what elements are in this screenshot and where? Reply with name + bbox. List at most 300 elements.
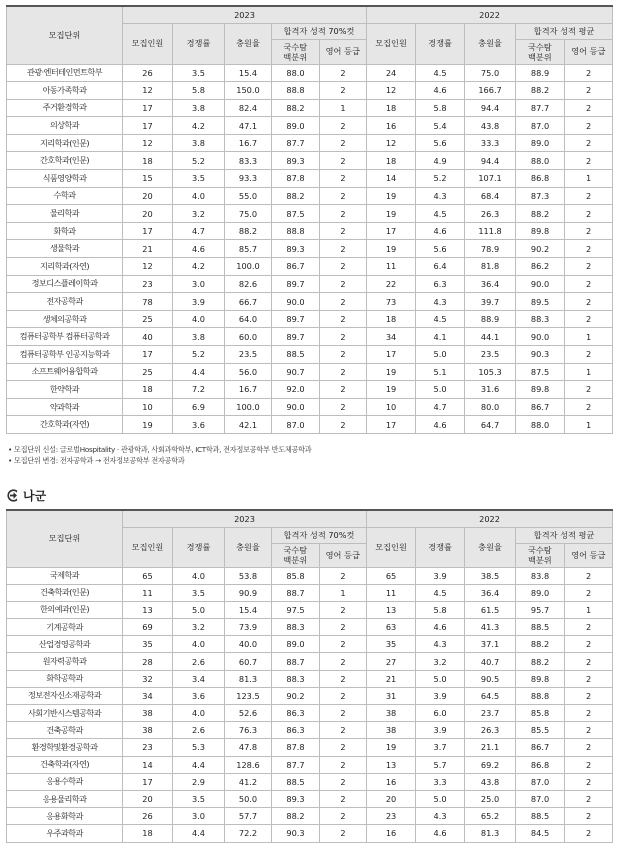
percentile-avg-2022: 90.0 — [516, 328, 565, 346]
header-ratio-2022: 경쟁률 — [416, 23, 465, 64]
english-cut70-2023: 2 — [320, 205, 367, 223]
table-row — [7, 773, 613, 790]
quota-2023: 21 — [123, 240, 173, 258]
header-ratio: 경쟁률 — [173, 23, 225, 64]
header-quota-2022: 모집인원 — [367, 23, 416, 64]
quota-2022: 17 — [367, 222, 416, 240]
header-percentile-2022: 국수탐 백분위 — [516, 544, 565, 567]
fill-rate-2023: 66.7 — [225, 293, 272, 311]
ratio-2023: 5.2 — [173, 152, 225, 170]
ratio-2022: 5.6 — [416, 240, 465, 258]
english-avg-2022: 1 — [565, 416, 613, 434]
admission-table-na — [6, 509, 613, 843]
ratio-2022: 4.5 — [416, 64, 465, 82]
english-avg-2022: 2 — [565, 653, 613, 670]
percentile-cut70-2023: 90.2 — [272, 687, 320, 704]
ratio-2022: 4.9 — [416, 152, 465, 170]
table-row — [7, 170, 613, 188]
quota-2023: 17 — [123, 346, 173, 364]
unit-name: 아동가족학과 — [7, 82, 123, 100]
table-row — [7, 82, 613, 100]
fill-rate-2022: 81.3 — [465, 825, 516, 842]
header-fill-rate: 충원율 — [225, 23, 272, 64]
english-cut70-2023: 2 — [320, 240, 367, 258]
fill-rate-2022: 111.8 — [465, 222, 516, 240]
quota-2023: 20 — [123, 187, 173, 205]
quota-2023: 25 — [123, 310, 173, 328]
quota-2023: 18 — [123, 825, 173, 842]
table-row — [7, 687, 613, 704]
quota-2022: 19 — [367, 240, 416, 258]
percentile-cut70-2023: 88.8 — [272, 222, 320, 240]
quota-2023: 26 — [123, 808, 173, 825]
ratio-2023: 3.5 — [173, 584, 225, 601]
percentile-avg-2022: 88.3 — [516, 310, 565, 328]
english-avg-2022: 1 — [565, 363, 613, 381]
table2-body — [7, 567, 613, 842]
english-cut70-2023: 2 — [320, 381, 367, 399]
quota-2023: 23 — [123, 739, 173, 756]
ratio-2022: 4.3 — [416, 187, 465, 205]
table1-body — [7, 64, 613, 433]
english-avg-2022: 1 — [565, 328, 613, 346]
fill-rate-2022: 166.7 — [465, 82, 516, 100]
header-year-2023: 2023 — [123, 510, 367, 527]
table-row — [7, 636, 613, 653]
quota-2023: 12 — [123, 82, 173, 100]
quota-2023: 13 — [123, 601, 173, 618]
ratio-2023: 2.6 — [173, 722, 225, 739]
fill-rate-2022: 107.1 — [465, 170, 516, 188]
fill-rate-2022: 64.7 — [465, 416, 516, 434]
english-avg-2022: 2 — [565, 310, 613, 328]
percentile-avg-2022: 87.7 — [516, 99, 565, 117]
quota-2022: 17 — [367, 346, 416, 364]
fill-rate-2023: 23.5 — [225, 346, 272, 364]
unit-name: 생물학과 — [7, 240, 123, 258]
percentile-avg-2022: 89.0 — [516, 134, 565, 152]
english-avg-2022: 2 — [565, 584, 613, 601]
table-row — [7, 756, 613, 773]
fill-rate-2022: 26.3 — [465, 205, 516, 223]
header-avg: 합격자 성적 평균 — [516, 528, 612, 544]
percentile-cut70-2023: 88.5 — [272, 346, 320, 364]
quota-2022: 31 — [367, 687, 416, 704]
ratio-2023: 3.5 — [173, 64, 225, 82]
percentile-cut70-2023: 97.5 — [272, 601, 320, 618]
quota-2023: 20 — [123, 205, 173, 223]
unit-name: 약과학과 — [7, 398, 123, 416]
notes — [8, 444, 311, 466]
ratio-2022: 4.6 — [416, 825, 465, 842]
english-cut70-2023: 2 — [320, 293, 367, 311]
ratio-2022: 5.0 — [416, 381, 465, 399]
unit-name: 한의예과(인문) — [7, 601, 123, 618]
quota-2022: 19 — [367, 363, 416, 381]
quota-2022: 23 — [367, 808, 416, 825]
percentile-cut70-2023: 89.3 — [272, 152, 320, 170]
percentile-avg-2022: 90.3 — [516, 346, 565, 364]
percentile-avg-2022: 86.7 — [516, 398, 565, 416]
percentile-cut70-2023: 87.0 — [272, 416, 320, 434]
header-year-2023: 2023 — [123, 6, 367, 23]
english-cut70-2023: 2 — [320, 398, 367, 416]
percentile-avg-2022: 85.5 — [516, 722, 565, 739]
english-avg-2022: 2 — [565, 773, 613, 790]
english-cut70-2023: 2 — [320, 636, 367, 653]
quota-2023: 65 — [123, 567, 173, 584]
table-row — [7, 222, 613, 240]
quota-2022: 14 — [367, 170, 416, 188]
table-row — [7, 653, 613, 670]
ratio-2023: 4.7 — [173, 222, 225, 240]
percentile-cut70-2023: 87.7 — [272, 756, 320, 773]
ratio-2023: 4.6 — [173, 240, 225, 258]
table-row — [7, 722, 613, 739]
ratio-2023: 4.0 — [173, 310, 225, 328]
quota-2022: 11 — [367, 584, 416, 601]
unit-name: 건축공학과 — [7, 722, 123, 739]
fill-rate-2022: 43.8 — [465, 117, 516, 135]
unit-name: 화학공학과 — [7, 670, 123, 687]
fill-rate-2023: 42.1 — [225, 416, 272, 434]
ratio-2022: 3.3 — [416, 773, 465, 790]
percentile-cut70-2023: 86.3 — [272, 705, 320, 722]
percentile-cut70-2023: 90.3 — [272, 825, 320, 842]
english-avg-2022: 2 — [565, 381, 613, 399]
percentile-avg-2022: 89.5 — [516, 293, 565, 311]
ratio-2022: 4.6 — [416, 222, 465, 240]
fill-rate-2023: 76.3 — [225, 722, 272, 739]
percentile-cut70-2023: 88.2 — [272, 99, 320, 117]
ratio-2023: 2.9 — [173, 773, 225, 790]
ratio-2023: 4.2 — [173, 117, 225, 135]
unit-name: 화학과 — [7, 222, 123, 240]
english-cut70-2023: 2 — [320, 117, 367, 135]
ratio-2022: 5.0 — [416, 790, 465, 807]
fill-rate-2022: 90.5 — [465, 670, 516, 687]
header-avg-group — [516, 527, 613, 567]
fill-rate-2022: 40.7 — [465, 653, 516, 670]
quota-2022: 19 — [367, 381, 416, 399]
header-percentile: 국수탐 백분위 — [272, 40, 320, 64]
table-row — [7, 205, 613, 223]
table-row — [7, 619, 613, 636]
ratio-2023: 5.2 — [173, 346, 225, 364]
unit-name: 기계공학과 — [7, 619, 123, 636]
table-row — [7, 790, 613, 807]
ratio-2022: 6.0 — [416, 705, 465, 722]
header-english-grade-2022: 영어 등급 — [571, 46, 606, 56]
ratio-2023: 3.8 — [173, 99, 225, 117]
fill-rate-2023: 15.4 — [225, 64, 272, 82]
quota-2022: 35 — [367, 636, 416, 653]
quota-2023: 23 — [123, 275, 173, 293]
unit-name: 정보디스플레이학과 — [7, 275, 123, 293]
percentile-avg-2022: 86.8 — [516, 756, 565, 773]
ratio-2022: 6.3 — [416, 275, 465, 293]
unit-name: 물리학과 — [7, 205, 123, 223]
ratio-2023: 3.8 — [173, 328, 225, 346]
fill-rate-2022: 36.4 — [465, 275, 516, 293]
fill-rate-2023: 72.2 — [225, 825, 272, 842]
unit-name: 식품영양학과 — [7, 170, 123, 188]
english-avg-2022: 2 — [565, 134, 613, 152]
quota-2023: 11 — [123, 584, 173, 601]
table-row — [7, 739, 613, 756]
fill-rate-2023: 93.3 — [225, 170, 272, 188]
quota-2022: 38 — [367, 705, 416, 722]
percentile-avg-2022: 87.0 — [516, 117, 565, 135]
percentile-cut70-2023: 87.8 — [272, 170, 320, 188]
ratio-2023: 3.5 — [173, 170, 225, 188]
quota-2023: 14 — [123, 756, 173, 773]
table-row — [7, 601, 613, 618]
unit-name: 소프트웨어융합학과 — [7, 363, 123, 381]
english-cut70-2023: 2 — [320, 170, 367, 188]
ratio-2023: 4.2 — [173, 258, 225, 276]
ratio-2022: 5.1 — [416, 363, 465, 381]
ratio-2022: 4.5 — [416, 584, 465, 601]
fill-rate-2023: 55.0 — [225, 187, 272, 205]
fill-rate-2022: 94.4 — [465, 152, 516, 170]
percentile-avg-2022: 88.9 — [516, 64, 565, 82]
percentile-cut70-2023: 86.3 — [272, 722, 320, 739]
quota-2023: 78 — [123, 293, 173, 311]
english-cut70-2023: 2 — [320, 222, 367, 240]
quota-2023: 38 — [123, 722, 173, 739]
quota-2022: 34 — [367, 328, 416, 346]
english-avg-2022: 2 — [565, 636, 613, 653]
english-cut70-2023: 2 — [320, 134, 367, 152]
english-avg-2022: 2 — [565, 275, 613, 293]
table-row — [7, 275, 613, 293]
table-row — [7, 825, 613, 842]
english-avg-2022: 2 — [565, 790, 613, 807]
header-english-grade: 영어 등급 — [325, 46, 360, 56]
percentile-cut70-2023: 87.7 — [272, 134, 320, 152]
unit-name: 건축학과(자연) — [7, 756, 123, 773]
table-row — [7, 64, 613, 82]
header-unit: 모집단위 — [7, 510, 123, 567]
english-avg-2022: 2 — [565, 567, 613, 584]
fill-rate-2023: 100.0 — [225, 258, 272, 276]
percentile-cut70-2023: 88.2 — [272, 808, 320, 825]
table-row — [7, 240, 613, 258]
table-row — [7, 416, 613, 434]
english-avg-2022: 2 — [565, 64, 613, 82]
fill-rate-2022: 26.3 — [465, 722, 516, 739]
table-row — [7, 381, 613, 399]
table-row — [7, 258, 613, 276]
english-avg-2022: 2 — [565, 117, 613, 135]
quota-2022: 73 — [367, 293, 416, 311]
table-row — [7, 134, 613, 152]
quota-2023: 17 — [123, 222, 173, 240]
english-cut70-2023: 2 — [320, 808, 367, 825]
quota-2022: 11 — [367, 258, 416, 276]
header-percentile-2022: 국수탐 백분위 — [516, 40, 565, 64]
quota-2023: 18 — [123, 152, 173, 170]
ratio-2023: 4.4 — [173, 756, 225, 773]
table-row — [7, 670, 613, 687]
percentile-cut70-2023: 88.8 — [272, 82, 320, 100]
english-avg-2022: 2 — [565, 398, 613, 416]
percentile-cut70-2023: 87.5 — [272, 205, 320, 223]
ratio-2023: 6.9 — [173, 398, 225, 416]
table-row — [7, 808, 613, 825]
english-cut70-2023: 2 — [320, 187, 367, 205]
header-english-grade-2022: 영어 등급 — [571, 549, 606, 560]
fill-rate-2022: 23.7 — [465, 705, 516, 722]
header-avg: 합격자 성적 평균 — [516, 24, 612, 40]
quota-2023: 15 — [123, 170, 173, 188]
percentile-cut70-2023: 88.7 — [272, 584, 320, 601]
percentile-avg-2022: 88.8 — [516, 687, 565, 704]
quota-2022: 16 — [367, 825, 416, 842]
quota-2022: 24 — [367, 64, 416, 82]
english-avg-2022: 2 — [565, 687, 613, 704]
ratio-2022: 5.0 — [416, 670, 465, 687]
english-avg-2022: 2 — [565, 240, 613, 258]
ratio-2022: 5.8 — [416, 601, 465, 618]
ratio-2023: 4.4 — [173, 825, 225, 842]
header-fill-rate-2022: 충원율 — [465, 527, 516, 567]
english-avg-2022: 2 — [565, 258, 613, 276]
fill-rate-2023: 88.2 — [225, 222, 272, 240]
fill-rate-2023: 15.4 — [225, 601, 272, 618]
english-cut70-2023: 2 — [320, 739, 367, 756]
english-avg-2022: 2 — [565, 346, 613, 364]
english-cut70-2023: 1 — [320, 99, 367, 117]
ratio-2022: 3.9 — [416, 687, 465, 704]
ratio-2022: 4.3 — [416, 293, 465, 311]
header-year-2022: 2022 — [367, 510, 613, 527]
ratio-2023: 3.0 — [173, 808, 225, 825]
quota-2023: 38 — [123, 705, 173, 722]
unit-name: 컴퓨터공학부 컴퓨터공학과 — [7, 328, 123, 346]
quota-2022: 16 — [367, 773, 416, 790]
fill-rate-2023: 128.6 — [225, 756, 272, 773]
english-avg-2022: 2 — [565, 152, 613, 170]
header-english-grade: 영어 등급 — [325, 549, 360, 560]
percentile-avg-2022: 88.0 — [516, 416, 565, 434]
percentile-cut70-2023: 92.0 — [272, 381, 320, 399]
table-row — [7, 346, 613, 364]
header-cut-group — [272, 527, 367, 567]
quota-2022: 18 — [367, 310, 416, 328]
percentile-cut70-2023: 89.7 — [272, 328, 320, 346]
fill-rate-2022: 88.9 — [465, 310, 516, 328]
percentile-avg-2022: 87.0 — [516, 773, 565, 790]
percentile-avg-2022: 84.5 — [516, 825, 565, 842]
fill-rate-2023: 150.0 — [225, 82, 272, 100]
percentile-cut70-2023: 87.8 — [272, 739, 320, 756]
quota-2022: 10 — [367, 398, 416, 416]
english-cut70-2023: 2 — [320, 825, 367, 842]
ratio-2023: 3.6 — [173, 687, 225, 704]
english-avg-2022: 2 — [565, 808, 613, 825]
header-ratio: 경쟁률 — [173, 527, 225, 567]
percentile-cut70-2023: 88.7 — [272, 653, 320, 670]
ratio-2022: 5.7 — [416, 756, 465, 773]
header-fill-rate: 충원율 — [225, 527, 272, 567]
ratio-2022: 3.9 — [416, 722, 465, 739]
ratio-2022: 4.1 — [416, 328, 465, 346]
note-changed-units: • 모집단위 변경: 전자공학과 → 전자정보공학부 전자공학과 — [8, 456, 185, 465]
english-avg-2022: 2 — [565, 205, 613, 223]
ratio-2022: 3.2 — [416, 653, 465, 670]
table-row — [7, 328, 613, 346]
quota-2023: 35 — [123, 636, 173, 653]
quota-2022: 22 — [367, 275, 416, 293]
percentile-cut70-2023: 89.7 — [272, 275, 320, 293]
fill-rate-2022: 38.5 — [465, 567, 516, 584]
table-row — [7, 398, 613, 416]
english-avg-2022: 2 — [565, 82, 613, 100]
fill-rate-2023: 57.7 — [225, 808, 272, 825]
english-avg-2022: 2 — [565, 99, 613, 117]
quota-2022: 27 — [367, 653, 416, 670]
table-row — [7, 310, 613, 328]
percentile-cut70-2023: 89.0 — [272, 117, 320, 135]
percentile-avg-2022: 90.2 — [516, 240, 565, 258]
section-title-na — [7, 487, 46, 504]
unit-name: 생체의공학과 — [7, 310, 123, 328]
ratio-2022: 4.3 — [416, 808, 465, 825]
english-cut70-2023: 2 — [320, 601, 367, 618]
ratio-2023: 3.0 — [173, 275, 225, 293]
ratio-2023: 3.5 — [173, 790, 225, 807]
unit-name: 지리학과(인문) — [7, 134, 123, 152]
percentile-cut70-2023: 89.0 — [272, 636, 320, 653]
fill-rate-2023: 47.1 — [225, 117, 272, 135]
percentile-avg-2022: 85.8 — [516, 705, 565, 722]
fill-rate-2022: 69.2 — [465, 756, 516, 773]
english-cut70-2023: 1 — [320, 584, 367, 601]
english-avg-2022: 1 — [565, 601, 613, 618]
percentile-cut70-2023: 88.5 — [272, 773, 320, 790]
english-avg-2022: 2 — [565, 722, 613, 739]
quota-2023: 26 — [123, 64, 173, 82]
table-row — [7, 363, 613, 381]
fill-rate-2023: 82.6 — [225, 275, 272, 293]
ratio-2022: 6.4 — [416, 258, 465, 276]
percentile-avg-2022: 88.0 — [516, 152, 565, 170]
unit-name: 수학과 — [7, 187, 123, 205]
quota-2022: 12 — [367, 82, 416, 100]
fill-rate-2023: 53.8 — [225, 567, 272, 584]
fill-rate-2023: 90.9 — [225, 584, 272, 601]
table-row — [7, 584, 613, 601]
percentile-avg-2022: 88.2 — [516, 653, 565, 670]
percentile-avg-2022: 89.8 — [516, 670, 565, 687]
fill-rate-2023: 47.8 — [225, 739, 272, 756]
percentile-avg-2022: 87.5 — [516, 363, 565, 381]
ratio-2023: 2.6 — [173, 653, 225, 670]
fill-rate-2022: 75.0 — [465, 64, 516, 82]
percentile-avg-2022: 87.0 — [516, 790, 565, 807]
quota-2022: 65 — [367, 567, 416, 584]
percentile-avg-2022: 86.2 — [516, 258, 565, 276]
section-title-text: 나군 — [23, 489, 47, 503]
ratio-2023: 3.4 — [173, 670, 225, 687]
fill-rate-2023: 81.3 — [225, 670, 272, 687]
percentile-avg-2022: 87.3 — [516, 187, 565, 205]
quota-2022: 19 — [367, 205, 416, 223]
percentile-avg-2022: 88.2 — [516, 636, 565, 653]
ratio-2023: 5.0 — [173, 601, 225, 618]
